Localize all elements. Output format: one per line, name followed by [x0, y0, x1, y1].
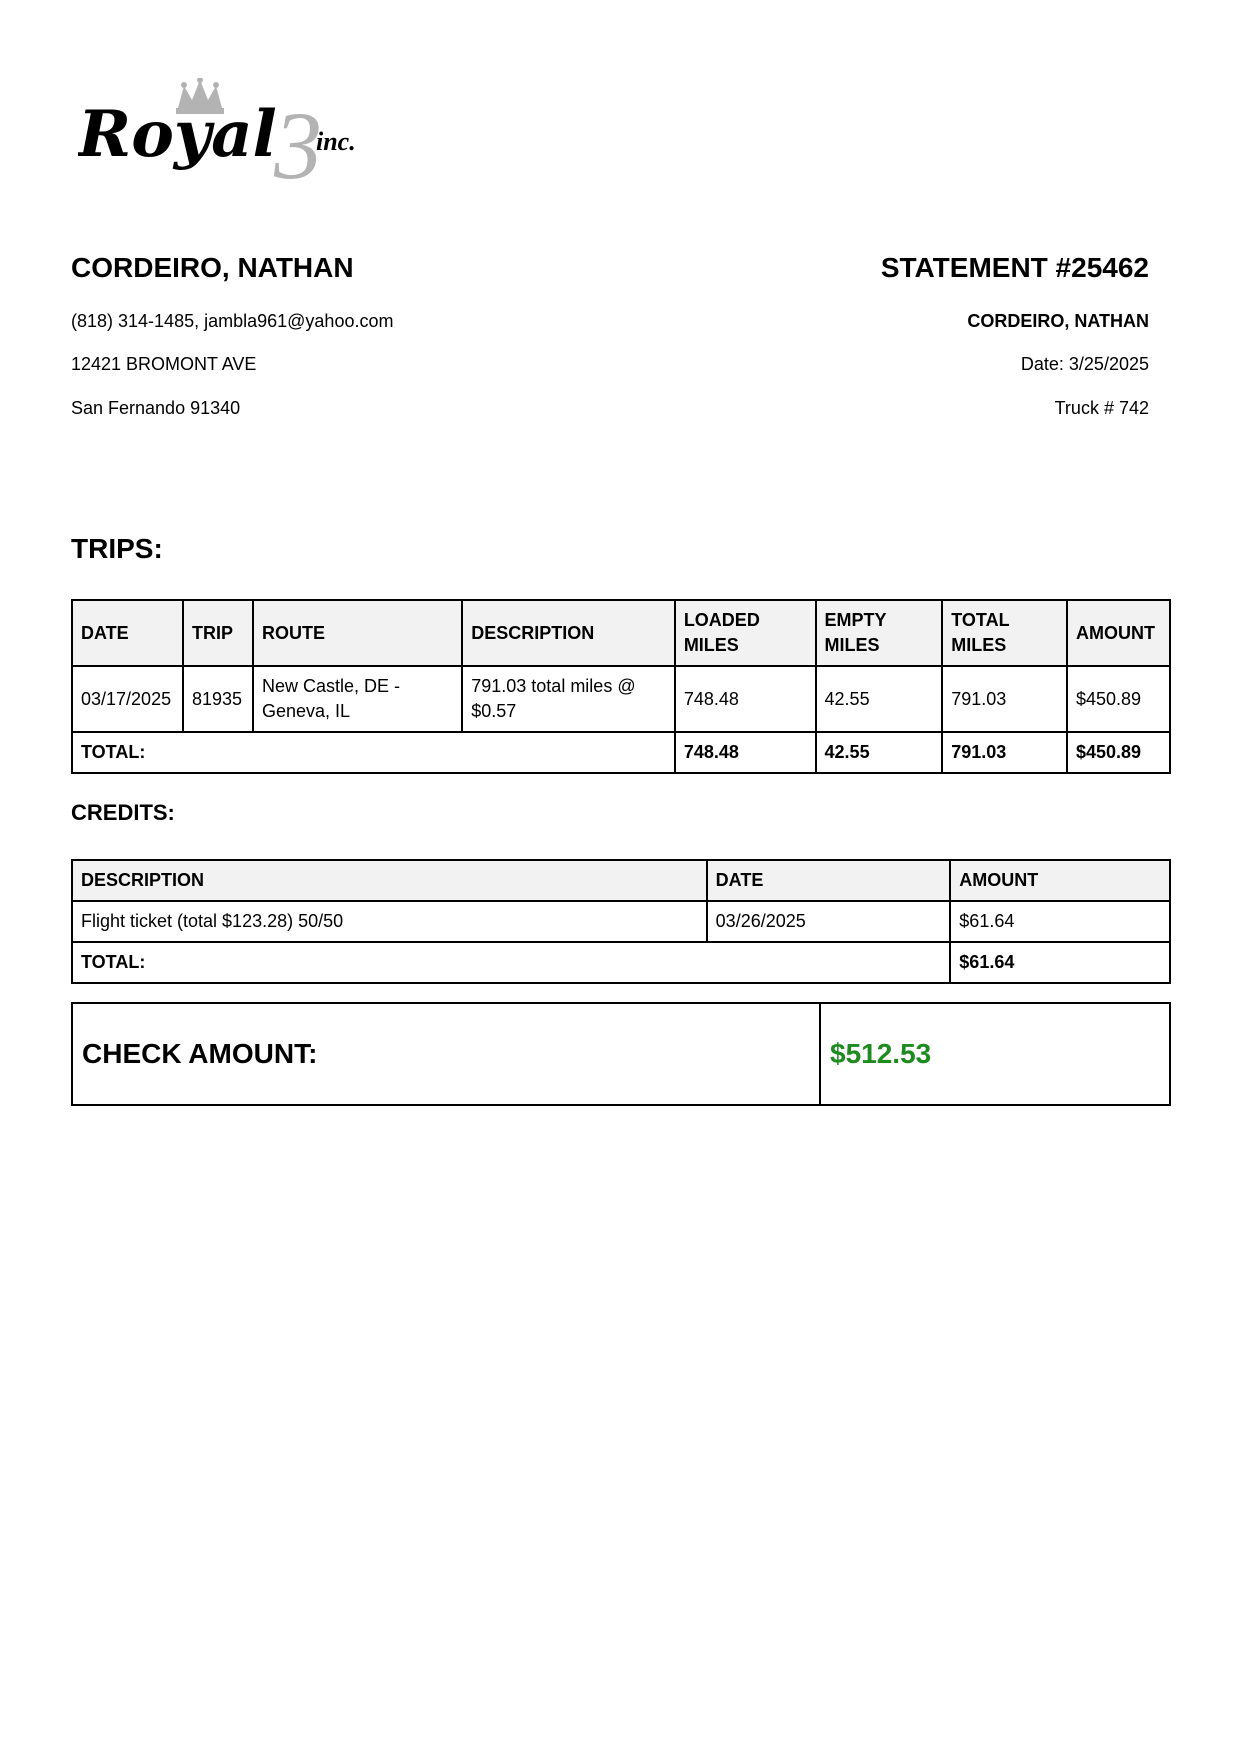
statement-date: Date: 3/25/2025	[1020, 354, 1149, 374]
trips-total-total-miles: 791.03	[942, 732, 1067, 773]
statement-driver-name: CORDEIRO, NATHAN	[967, 311, 1149, 331]
check-amount-box	[71, 1002, 1171, 1106]
trip-date: 03/17/2025	[72, 666, 183, 732]
credit-amount: $61.64	[950, 901, 1170, 942]
col-header-total-miles: TOTAL MILES	[942, 600, 1067, 666]
trips-total-amount: $450.89	[1067, 732, 1170, 773]
check-amount-label: CHECK AMOUNT:	[73, 1004, 821, 1104]
trip-total-miles: 791.03	[942, 666, 1067, 732]
col-header-credit-date: DATE	[707, 860, 951, 901]
driver-name-heading: CORDEIRO, NATHAN	[71, 252, 354, 283]
trips-total-loaded-miles: 748.48	[675, 732, 816, 773]
check-amount-value: $512.53	[830, 1038, 932, 1069]
driver-address-line1: 12421 BROMONT AVE	[71, 354, 257, 374]
statement-truck: Truck # 742	[1054, 398, 1149, 418]
driver-contact: (818) 314-1485, jambla961@yahoo.com	[71, 311, 394, 331]
col-header-credit-amount: AMOUNT	[950, 860, 1170, 901]
col-header-description: DESCRIPTION	[462, 600, 675, 666]
driver-address-line2: San Fernando 91340	[71, 398, 241, 418]
table-row	[72, 901, 1170, 942]
col-header-trip: TRIP	[183, 600, 253, 666]
credits-total-row	[72, 942, 1170, 983]
trips-header-row	[72, 600, 1170, 666]
credits-header-row	[72, 860, 1170, 901]
credit-description: Flight ticket (total $123.28) 50/50	[72, 901, 707, 942]
col-header-route: ROUTE	[253, 600, 462, 666]
statement-number-heading: STATEMENT #25462	[880, 252, 1149, 283]
col-header-date: DATE	[72, 600, 183, 666]
trip-loaded-miles: 748.48	[675, 666, 816, 732]
svg-text:3: 3	[274, 92, 322, 193]
royal3-logo-icon	[78, 78, 388, 193]
credits-total-label: TOTAL:	[72, 942, 950, 983]
svg-text:inc.: inc.	[316, 127, 356, 156]
trip-empty-miles: 42.55	[816, 666, 943, 732]
trip-number: 81935	[183, 666, 253, 732]
trips-total-label: TOTAL:	[72, 732, 675, 773]
trip-amount: $450.89	[1067, 666, 1170, 732]
trip-description: 791.03 total miles @ $0.57	[462, 666, 675, 732]
trips-section-title: TRIPS:	[71, 533, 163, 564]
col-header-loaded-miles: LOADED MILES	[675, 600, 816, 666]
svg-text:Royal: Royal	[78, 97, 277, 172]
table-row	[72, 666, 1170, 732]
trips-table	[71, 599, 1171, 774]
col-header-credit-description: DESCRIPTION	[72, 860, 707, 901]
credits-section-title: CREDITS:	[71, 800, 175, 825]
credit-date: 03/26/2025	[707, 901, 951, 942]
credits-total-amount: $61.64	[950, 942, 1170, 983]
company-logo	[78, 78, 388, 193]
col-header-amount: AMOUNT	[1067, 600, 1170, 666]
trip-route: New Castle, DE - Geneva, IL	[253, 666, 462, 732]
credits-table	[71, 859, 1171, 984]
col-header-empty-miles: EMPTY MILES	[816, 600, 943, 666]
trips-total-empty-miles: 42.55	[816, 732, 943, 773]
trips-total-row	[72, 732, 1170, 773]
